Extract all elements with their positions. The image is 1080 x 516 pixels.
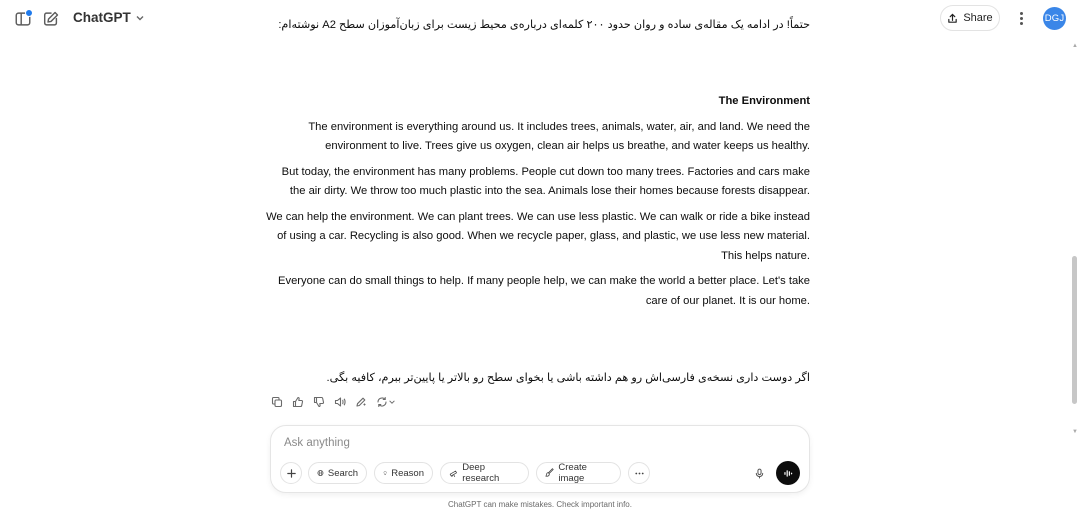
model-switcher[interactable]	[73, 10, 145, 25]
essay-title: The Environment	[718, 95, 810, 107]
sidebar-toggle-button[interactable]	[12, 8, 34, 30]
assistant-intro: حتماً! در ادامه یک مقاله‌ی ساده و روان حدود ۲۰۰ کلمه‌ای درباره‌ی محیط زیست برای زبان‌آموزان سطح A2 نوشته‌ام:	[278, 19, 810, 31]
paragraph-line: Everyone can do small things to help. If many people help, we can make the world a better place. Let's take	[278, 275, 810, 287]
regenerate-button[interactable]	[375, 395, 397, 409]
globe-icon	[317, 468, 324, 478]
model-name: ChatGPT	[73, 10, 131, 25]
microphone-icon	[754, 468, 765, 479]
paragraph-line: This helps nature.	[721, 250, 810, 262]
share-button[interactable]	[940, 5, 1000, 31]
user-avatar[interactable]: DGJ	[1043, 7, 1066, 30]
dictate-button[interactable]	[748, 462, 770, 484]
bad-response-button[interactable]	[312, 395, 326, 409]
paragraph-line: But today, the environment has many problems. People cut down too many trees. Factories and cars make	[281, 166, 810, 178]
scroll-up-arrow[interactable]: ▲	[1072, 43, 1078, 49]
paragraph-line: the air dirty. We throw too much plastic into the sea. Animals lose their homes because forests disappear.	[289, 185, 810, 197]
scroll-down-arrow[interactable]: ▼	[1072, 429, 1078, 435]
scrollbar-thumb[interactable]	[1072, 256, 1077, 404]
telescope-icon	[449, 468, 458, 478]
pen-sparkle-icon	[355, 396, 367, 408]
more-options-button[interactable]	[1012, 8, 1030, 28]
composer	[270, 425, 810, 493]
paragraph-line: care of our planet. It is our home.	[645, 295, 810, 307]
paragraph-line: of using a car. Recycling is also good. When we recycle paper, glass, and plastic, we use less new material.	[277, 230, 810, 242]
paragraph-line: environment to live. Trees give us oxygen, clean air helps us breathe, and water keeps us healthy.	[325, 140, 810, 152]
thumbs-down-icon	[313, 396, 325, 408]
paint-brush-icon	[545, 468, 554, 478]
plus-icon	[286, 468, 297, 479]
deep-research-tool-button[interactable]	[440, 462, 529, 484]
share-icon	[947, 13, 958, 24]
more-tools-button[interactable]	[628, 462, 650, 484]
message-actions	[270, 395, 397, 409]
assistant-outro: اگر دوست داری نسخه‌ی فارسی‌اش رو هم داشته باشی یا بخوای سطح رو بالاتر یا پایین‌تر ببرم، کافیه بگی.	[326, 372, 810, 384]
reason-tool-button[interactable]	[374, 462, 433, 484]
disclaimer: ChatGPT can make mistakes. Check important info.	[448, 500, 632, 509]
kebab-dot-icon	[1020, 17, 1023, 20]
create-image-tool-label: Create image	[558, 462, 587, 484]
copy-icon	[271, 396, 283, 408]
new-chat-icon	[42, 10, 60, 28]
create-image-tool-button[interactable]	[536, 462, 621, 484]
attach-button[interactable]	[280, 462, 302, 484]
search-tool-label: Search	[327, 467, 358, 479]
copy-button[interactable]	[270, 395, 284, 409]
share-label: Share	[963, 12, 993, 24]
search-tool-button[interactable]	[308, 462, 367, 484]
voice-mode-icon	[783, 468, 794, 479]
voice-mode-button[interactable]	[776, 461, 800, 485]
refresh-icon	[376, 396, 388, 408]
paragraph-line: We can help the environment. We can plant trees. We can use less plastic. We can walk or ride a bike instead	[266, 211, 810, 223]
kebab-dot-icon	[1020, 12, 1023, 15]
good-response-button[interactable]	[291, 395, 305, 409]
read-aloud-button[interactable]	[333, 395, 347, 409]
paragraph-line: The environment is everything around us. It includes trees, animals, water, air, and land. We need the	[308, 121, 810, 133]
reason-tool-label: Reason	[391, 467, 424, 479]
edit-in-canvas-button[interactable]	[354, 395, 368, 409]
speaker-icon	[334, 396, 346, 408]
chevron-down-icon	[135, 13, 145, 23]
deep-research-tool-label: Deep research	[462, 462, 500, 484]
chevron-down-icon	[388, 398, 396, 406]
lightbulb-icon	[383, 468, 387, 478]
prompt-input[interactable]	[284, 435, 714, 451]
new-chat-button[interactable]	[40, 8, 62, 30]
thumbs-up-icon	[292, 396, 304, 408]
notification-dot	[25, 9, 33, 17]
kebab-dot-icon	[1020, 22, 1023, 25]
ellipsis-icon	[634, 468, 645, 479]
